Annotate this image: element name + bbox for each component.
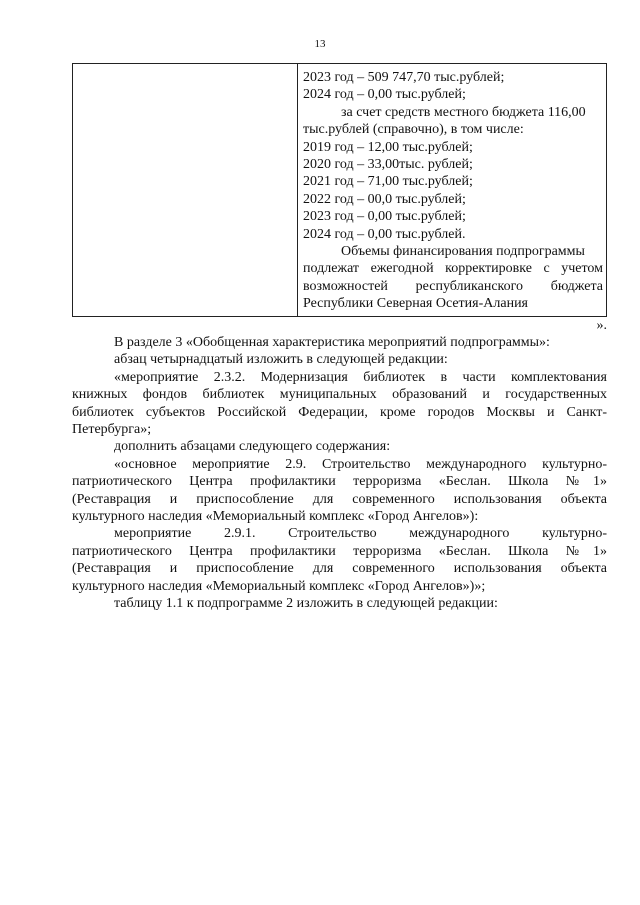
paragraph-line: абзац четырнадцатый изложить в следующей редакции: bbox=[114, 352, 448, 368]
table-column-divider bbox=[297, 64, 298, 316]
cell-line: Объемы финансирования подпрограммы bbox=[341, 244, 585, 260]
page-number: 13 bbox=[314, 38, 326, 50]
cell-line: 2020 год – 33,00тыс. рублей; bbox=[303, 157, 473, 173]
paragraph-line: культурного наследия «Мемориальный комплекс «Город Ангелов»): bbox=[72, 509, 479, 525]
paragraph-line: «мероприятие 2.3.2. Модернизация библиотек в части комплектования bbox=[114, 369, 607, 385]
cell-line: возможностей республиканского бюджета bbox=[303, 278, 603, 294]
paragraph-line: патриотического Центра профилактики терроризма «Беслан. Школа №1» bbox=[72, 474, 607, 490]
paragraph-line: книжных фондов библиотек муниципальных образований и государственных bbox=[72, 387, 607, 403]
cell-line: тыс.рублей (справочно), в том числе: bbox=[303, 122, 524, 138]
paragraph-line: библиотек субъектов Российской Федерации, кроме городов Москвы и Санкт- bbox=[72, 404, 607, 420]
cell-line: 2021 год – 71,00 тыс.рублей; bbox=[303, 174, 473, 190]
paragraph-line: культурного наследия «Мемориальный комплекс «Город Ангелов»)»; bbox=[72, 578, 486, 594]
financing-table bbox=[72, 63, 607, 317]
cell-line: 2023 год – 0,00 тыс.рублей; bbox=[303, 209, 466, 225]
paragraph-line: патриотического Центра профилактики терроризма «Беслан. Школа №1» bbox=[72, 543, 607, 559]
cell-line: 2022 год – 00,0 тыс.рублей; bbox=[303, 191, 466, 207]
closing-quote: ». bbox=[596, 318, 607, 333]
paragraph-line: таблицу 1.1 к подпрограмме 2 изложить в следующей редакции: bbox=[114, 596, 498, 612]
cell-line: 2024 год – 0,00 тыс.рублей; bbox=[303, 87, 466, 103]
paragraph-line: Петербурга»; bbox=[72, 422, 152, 438]
paragraph-line: (Реставрация и приспособление для современного использования объекта bbox=[72, 561, 607, 577]
cell-line: 2019 год – 12,00 тыс.рублей; bbox=[303, 139, 473, 155]
paragraph-line: мероприятие 2.9.1. Строительство международного культурно- bbox=[114, 526, 607, 542]
paragraph-line: (Реставрация и приспособление для современного использования объекта bbox=[72, 491, 607, 507]
paragraph-line: «основное мероприятие 2.9. Строительство международного культурно- bbox=[114, 456, 607, 472]
cell-line: 2024 год – 0,00 тыс.рублей. bbox=[303, 226, 466, 242]
paragraph-line: В разделе 3 «Обобщенная характеристика мероприятий подпрограммы»: bbox=[114, 335, 550, 350]
document-body bbox=[72, 334, 607, 613]
cell-line: Республики Северная Осетия-Алания bbox=[303, 296, 528, 312]
cell-line: за счет средств местного бюджета 116,00 bbox=[341, 104, 586, 120]
cell-line: 2023 год – 509 747,70 тыс.рублей; bbox=[303, 70, 505, 85]
cell-line: подлежат ежегодной корректировке с учетом bbox=[303, 261, 603, 277]
table-cell-financing bbox=[303, 69, 603, 313]
paragraph-line: дополнить абзацами следующего содержания: bbox=[114, 439, 391, 455]
